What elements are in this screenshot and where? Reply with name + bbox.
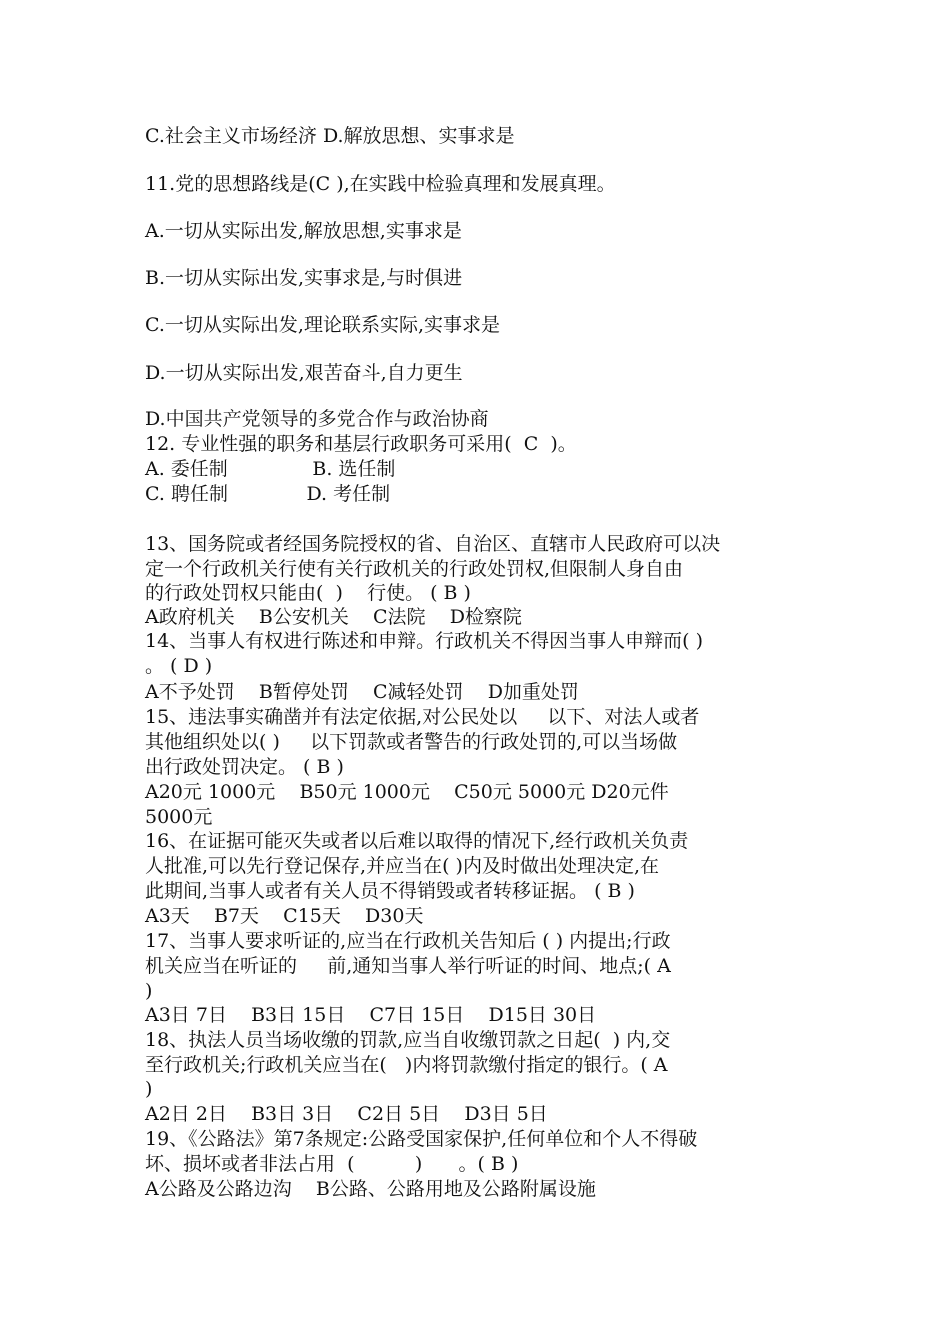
option-line: D.一切从实际出发,艰苦奋斗,自力更生: [145, 362, 463, 384]
question-19: 19、《公路法》第7条规定:公路受国家保护,任何单位和个人不得破: [145, 1128, 698, 1150]
question-16-cont: 此期间,当事人或者有关人员不得销毁或者转移证据。 ( B ): [145, 880, 635, 902]
option-line: A3日 7日 B3日 15日 C7日 15日 D15日 30日: [145, 1004, 597, 1026]
question-13-cont: 定一个行政机关行使有关行政机关的行政处罚权,但限制人身自由: [145, 558, 684, 580]
option-line: B.一切从实际出发,实事求是,与时俱进: [145, 267, 463, 289]
option-line: A3天 B7天 C15天 D30天: [145, 905, 424, 927]
question-13-cont: 的行政处罚权只能由( ) 行使。 ( B ): [145, 582, 471, 604]
text-line: C.社会主义市场经济 D.解放思想、实事求是: [145, 125, 515, 147]
question-17: 17、当事人要求听证的,应当在行政机关告知后 ( ) 内提出;行政: [145, 930, 671, 952]
text-line: D.中国共产党领导的多党合作与政治协商: [145, 408, 489, 430]
question-18-cont: ): [145, 1078, 153, 1100]
option-line: A. 委任制 B. 选任制: [145, 458, 396, 480]
question-15-cont: 其他组织处以( ) 以下罚款或者警告的行政处罚的,可以当场做: [145, 731, 678, 753]
option-line-cont: 5000元: [145, 806, 213, 828]
option-line: C.一切从实际出发,理论联系实际,实事求是: [145, 314, 500, 336]
question-18-cont: 至行政机关;行政机关应当在( )内将罚款缴付指定的银行。( A: [145, 1054, 668, 1076]
option-line: A.一切从实际出发,解放思想,实事求是: [145, 220, 462, 242]
option-line: A公路及公路边沟 B公路、公路用地及公路附属设施: [145, 1178, 596, 1200]
question-15: 15、违法事实确凿并有法定依据,对公民处以 以下、对法人或者: [145, 706, 700, 728]
option-line: A2日 2日 B3日 3日 C2日 5日 D3日 5日: [145, 1103, 548, 1125]
question-16-cont: 人批准,可以先行登记保存,并应当在( )内及时做出处理决定,在: [145, 855, 659, 877]
question-18: 18、执法人员当场收缴的罚款,应当自收缴罚款之日起( ) 内,交: [145, 1029, 671, 1051]
question-17-cont: 机关应当在听证的 前,通知当事人举行听证的时间、地点;( A: [145, 955, 671, 977]
option-line: C. 聘任制 D. 考任制: [145, 483, 391, 505]
question-14-cont: 。 ( D ): [145, 655, 213, 677]
question-13: 13、国务院或者经国务院授权的省、自治区、直辖市人民政府可以决: [145, 533, 721, 555]
option-line: A不予处罚 B暂停处罚 C减轻处罚 D加重处罚: [145, 681, 579, 703]
question-17-cont: ): [145, 980, 153, 1002]
question-15-cont: 出行政处罚决定。 ( B ): [145, 756, 344, 778]
question-12: 12. 专业性强的职务和基层行政职务可采用( C )。: [145, 433, 577, 455]
question-14: 14、当事人有权进行陈述和申辩。行政机关不得因当事人申辩而( ): [145, 630, 704, 652]
question-16: 16、在证据可能灭失或者以后难以取得的情况下,经行政机关负责: [145, 830, 689, 852]
question-19-cont: 坏、损坏或者非法占用 ( ) 。( B ): [145, 1153, 519, 1175]
question-11: 11.党的思想路线是(C ),在实践中检验真理和发展真理。: [145, 173, 616, 195]
option-line: A政府机关 B公安机关 C法院 D检察院: [145, 606, 522, 628]
option-line: A20元 1000元 B50元 1000元 C50元 5000元 D20元件: [145, 781, 669, 803]
